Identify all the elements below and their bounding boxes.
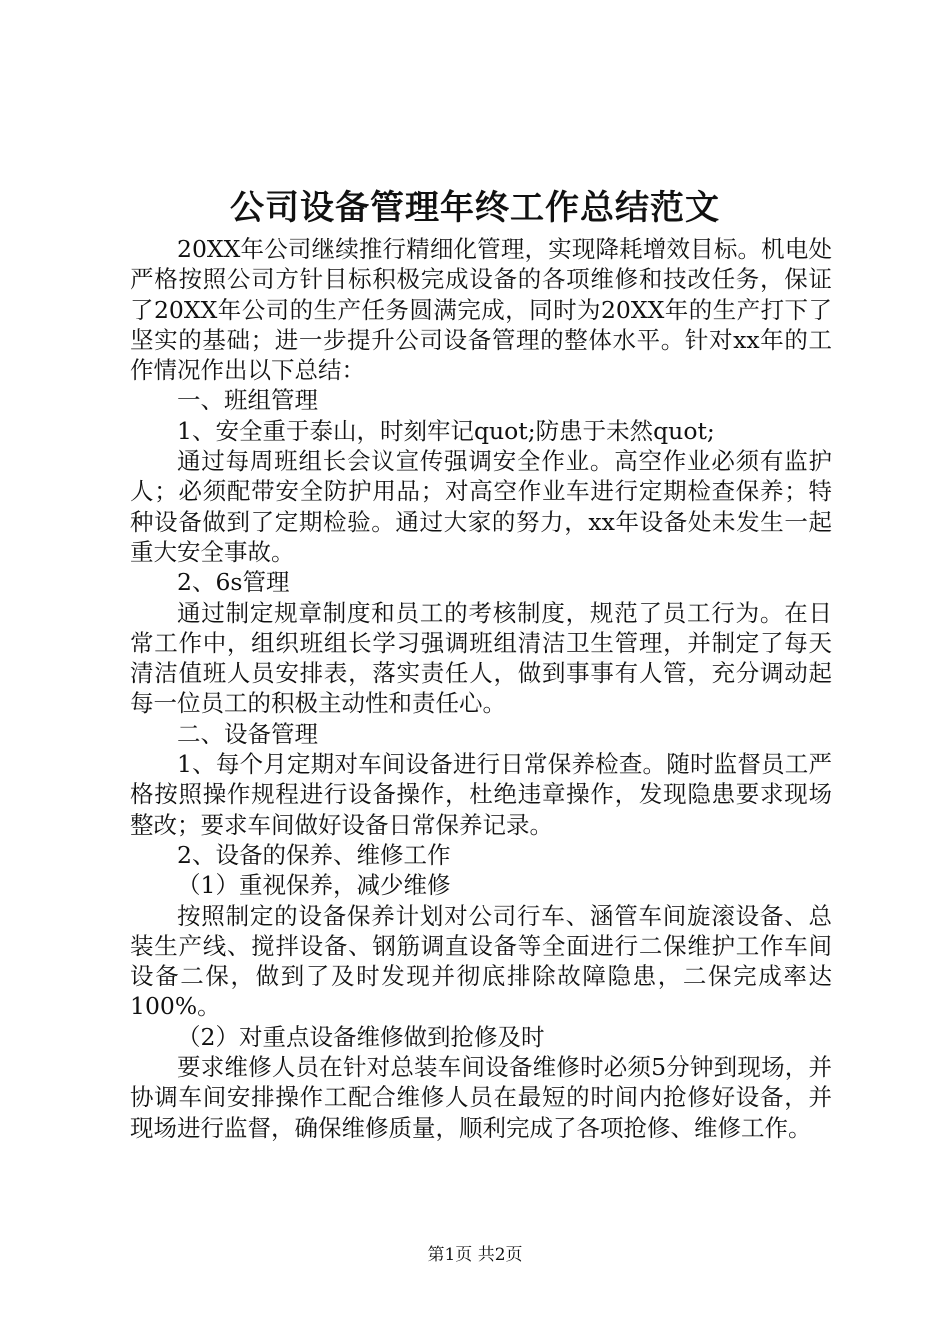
document-body xyxy=(130,234,832,1143)
subheading-6s: 2、6s管理 xyxy=(177,568,290,597)
subheading-prevention: （1）重视保养，减少维修 xyxy=(177,871,451,900)
paragraph-emergency-repair: 要求维修人员在针对总装车间设备维修时必须5分钟到现场，并协调车间安排操作工配合维修人员在最短的时间内抢修好设备，并现场进行监督，确保维修质量，顺利完成了各项抢修、维修工作。 xyxy=(130,1053,832,1142)
paragraph-safety: 通过每周班组长会议宣传强调安全作业。高空作业必须有监护人；必须配带安全防护用品；对高空作业车进行定期检查保养；特种设备做到了定期检验。通过大家的努力，xx年设备处未发生一起重大安全事故。 xyxy=(130,447,832,566)
document-title: 公司设备管理年终工作总结范文 xyxy=(230,188,720,228)
paragraph-intro: 20XX年公司继续推行精细化管理，实现降耗增效目标。机电处严格按照公司方针目标积极完成设备的各项维修和技改任务，保证了20XX年公司的生产任务圆满完成，同时为20XX年的生产打下了坚实的基础；进一步提升公司设备管理的整体水平。针对xx年的工作情况作出以下总结： xyxy=(130,235,832,385)
paragraph-prevention: 按照制定的设备保养计划对公司行车、涵管车间旋滚设备、总装生产线、搅拌设备、钢筋调直设备等全面进行二保维护工作车间设备二保，做到了及时发现并彻底排除故障隐患，二保完成率达100%。 xyxy=(130,901,832,1021)
paragraph-6s: 通过制定规章制度和员工的考核制度，规范了员工行为。在日常工作中，组织班组长学习强调班组清洁卫生管理，并制定了每天清洁值班人员安排表，落实责任人，做到事事有人管，充分调动起每一位员工的积极主动性和责任心。 xyxy=(130,598,832,718)
subheading-safety: 1、安全重于泰山，时刻牢记quot;防患于未然quot; xyxy=(177,416,715,445)
paragraph-monthly-check: 1、每个月定期对车间设备进行日常保养检查。随时监督员工严格按照操作规程进行设备操作，杜绝违章操作，发现隐患要求现场整改；要求车间做好设备日常保养记录。 xyxy=(130,750,832,839)
page-number: 第1页 共2页 xyxy=(427,1245,523,1265)
section-heading-team-management: 一、班组管理 xyxy=(177,386,318,415)
subheading-maintenance: 2、设备的保养、维修工作 xyxy=(177,840,451,869)
subheading-emergency-repair: （2）对重点设备维修做到抢修及时 xyxy=(177,1022,545,1051)
section-heading-equipment-management: 二、设备管理 xyxy=(177,719,318,748)
